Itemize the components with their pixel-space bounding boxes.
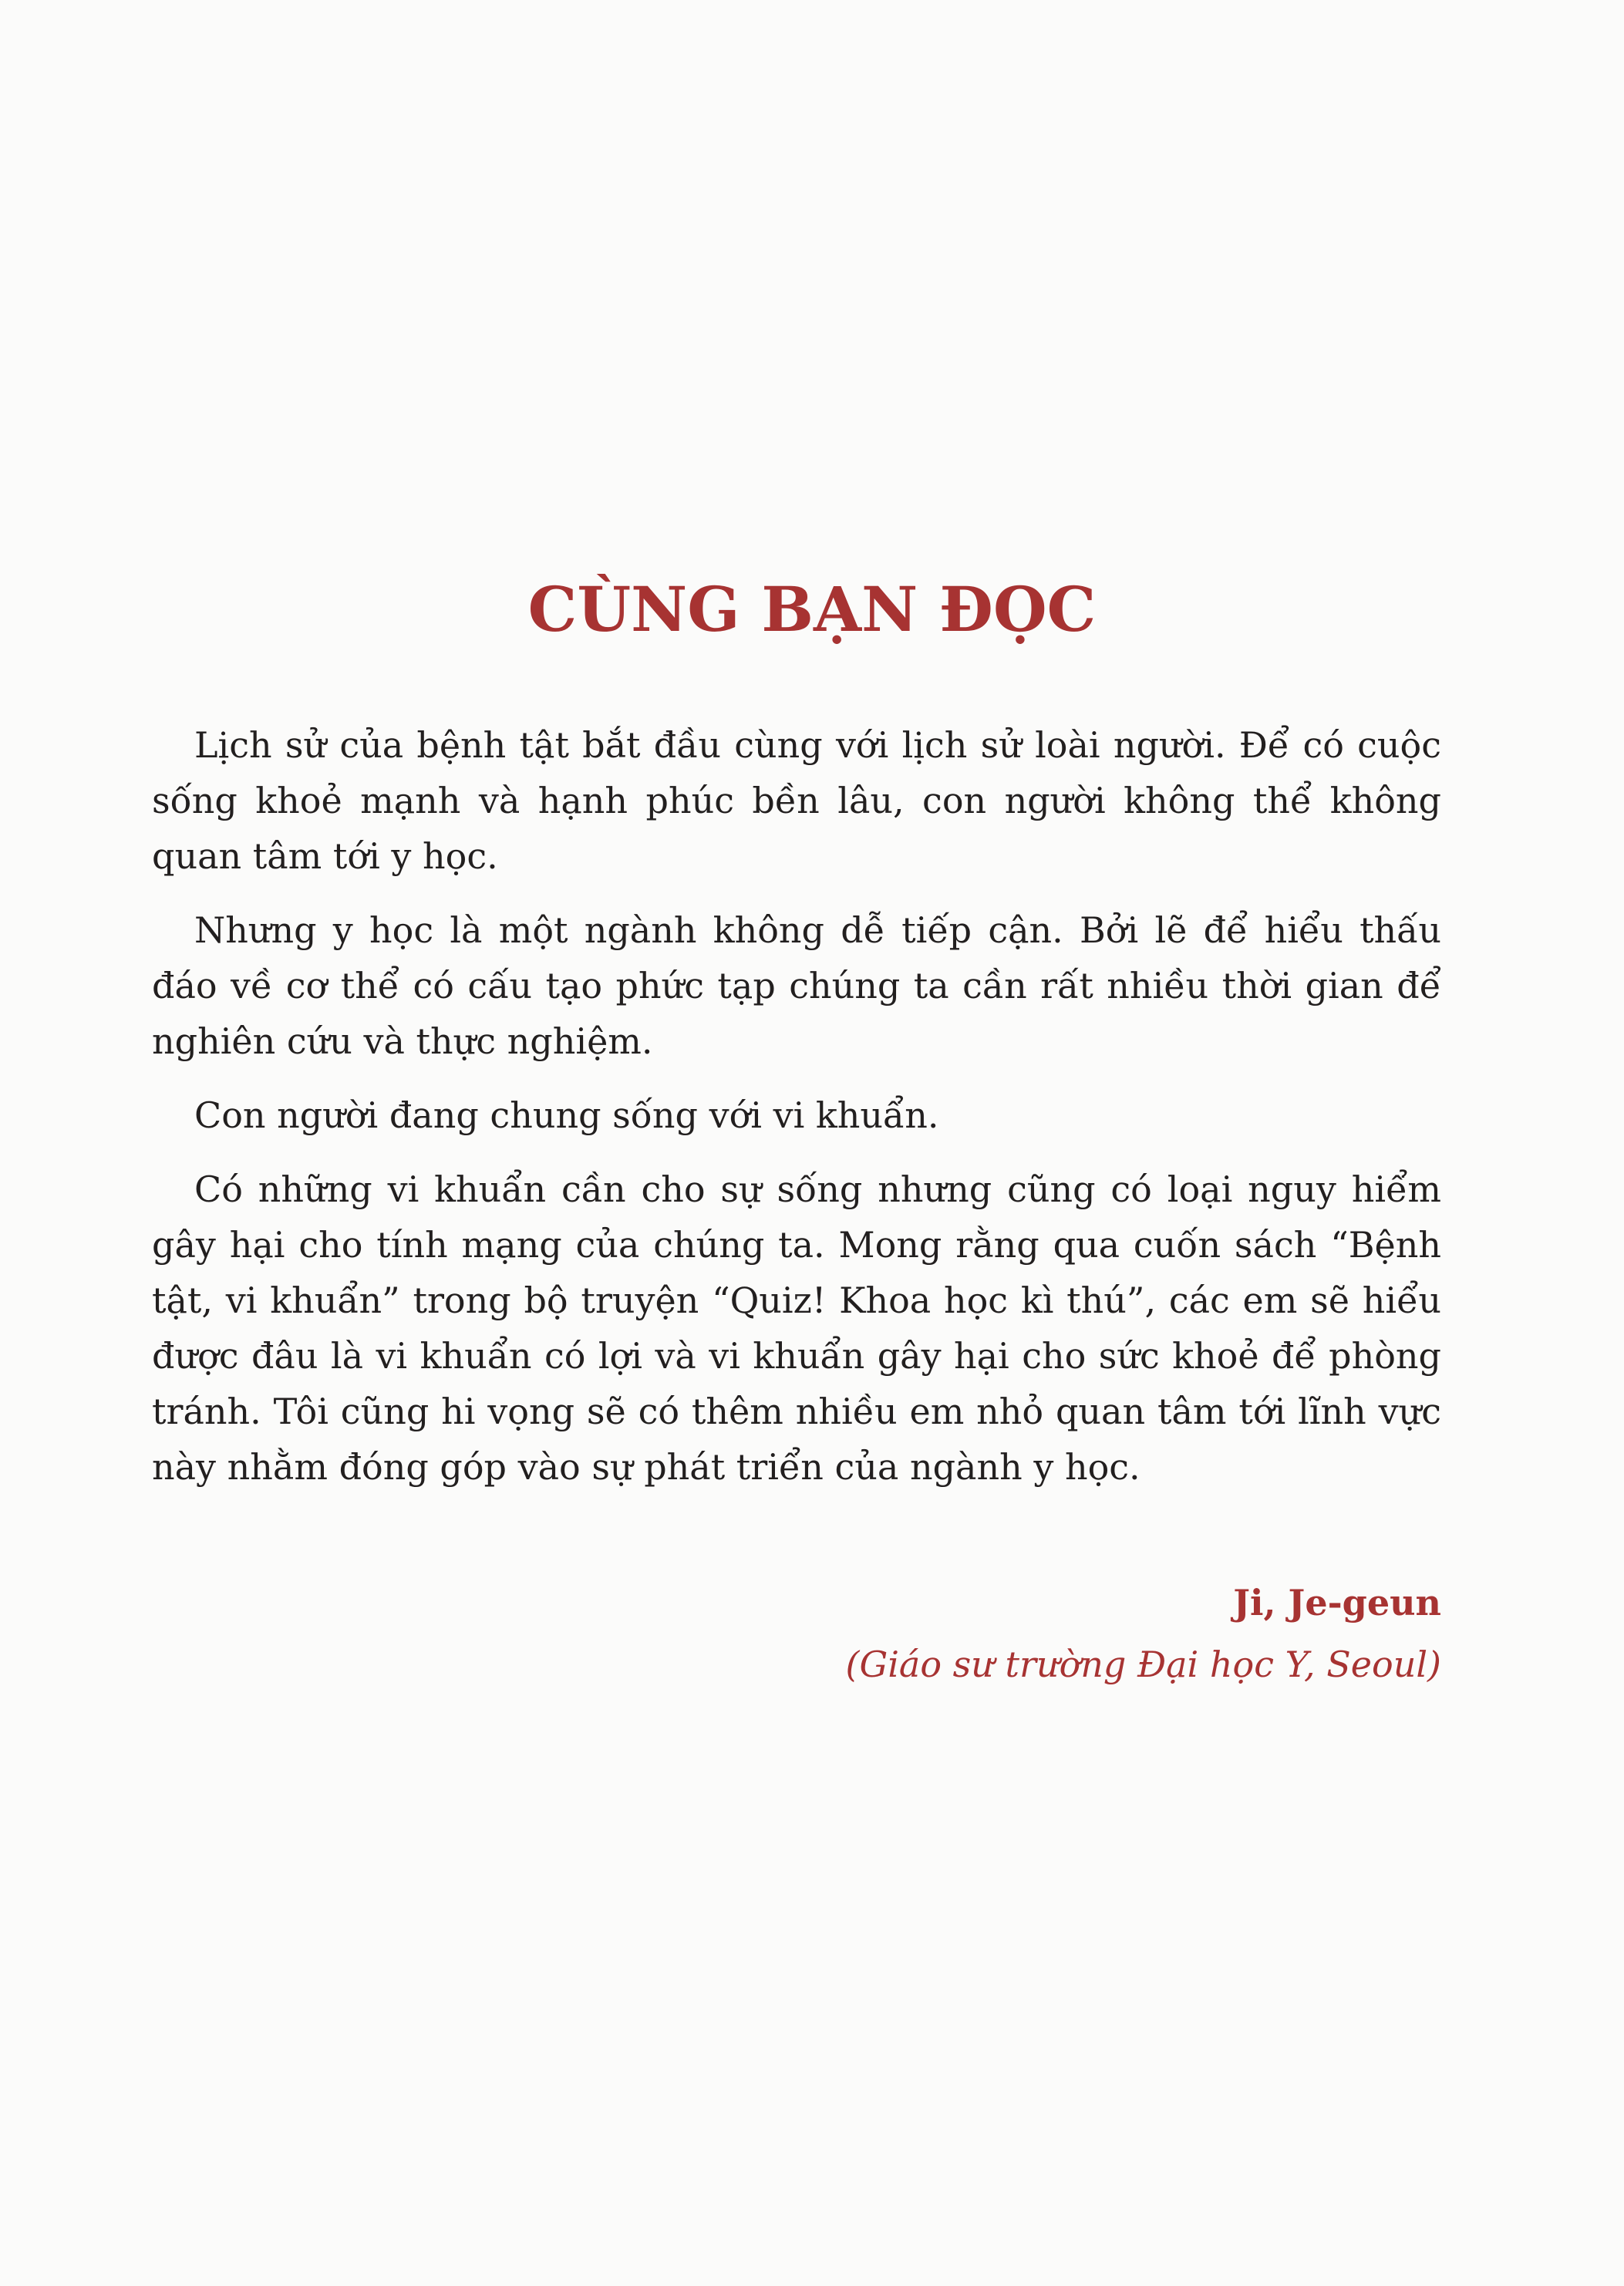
paragraph-3: Con người đang chung sống với vi khuẩn. — [194, 1094, 939, 1136]
paragraph-2: Nhưng y học là một ngành không dễ tiếp cận. Bởi lẽ để hiểu thấu đáo về cơ thể có cấu tạo phức tạp chúng ta cần rất nhiều thời gian để nghiên cứu và thực nghiệm. — [152, 909, 1441, 1062]
author-name: Ji, Je-geun — [1233, 1582, 1441, 1623]
paragraph-1: Lịch sử của bệnh tật bắt đầu cùng với lịch sử loài người. Để có cuộc sống khoẻ mạnh và hạnh phúc bền lâu, con người không thể không quan tâm tới y học. — [152, 724, 1441, 877]
foreword-body — [152, 717, 1441, 1513]
signature-block — [152, 1572, 1441, 1695]
page-title: CÙNG BẠN ĐỌC — [527, 573, 1097, 646]
paragraph-4: Có những vi khuẩn cần cho sự sống nhưng cũng có loại nguy hiểm gây hại cho tính mạng của chúng ta. Mong rằng qua cuốn sách “Bệnh tật, vi khuẩn” trong bộ truyện “Quiz! Khoa học kì thú”, các em sẽ hiểu được đâu là vi khuẩn có lợi và vi khuẩn gây hại cho sức khoẻ để phòng tránh. Tôi cũng hi vọng sẽ có thêm nhiều em nhỏ quan tâm tới lĩnh vực này nhằm đóng góp vào sự phát triển của ngành y học. — [152, 1168, 1441, 1488]
author-affiliation: (Giáo sư trường Đại học Y, Seoul) — [845, 1644, 1441, 1685]
